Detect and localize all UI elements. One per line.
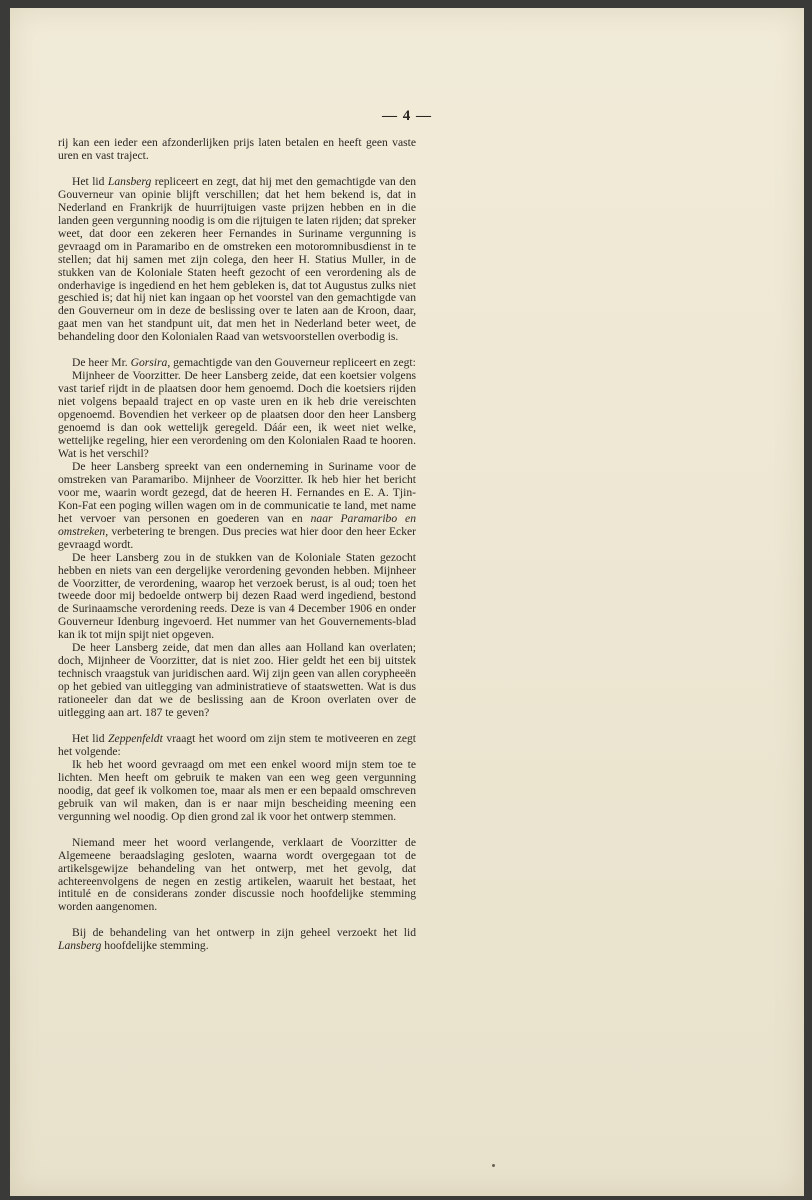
paragraph-text: Niemand meer het woord verlangende, verklaart de Voorzitter de Algemeene beraadslaging gesloten, waarna wordt overgegaan tot de artikelsgewijze behandeling van het ontwerp, met het gevolg, dat achtereenvolgens de negen en zestig artikelen, waaruit het bestaat, het intitulé en de considerans zonder discussie noch hoofdelijke stemming worden aangenomen. <box>58 835 416 914</box>
paper-speck <box>492 1164 495 1167</box>
paragraph-prefix: Het lid <box>72 731 109 745</box>
text-column <box>58 137 416 953</box>
paragraph-5 <box>58 461 416 552</box>
paragraph-8 <box>58 733 416 759</box>
paragraph-11 <box>58 927 416 953</box>
paragraph-7 <box>58 642 416 720</box>
speaker-name: Gorsira <box>130 356 168 370</box>
paragraph-text: vraagt het woord om zijn stem te motiveeren en zegt het volgende: <box>58 731 416 758</box>
emphasis-text: naar Paramaribo en omstreken <box>58 511 416 538</box>
paragraph-prefix: Het lid <box>72 174 108 188</box>
page-number: — 4 — <box>382 108 432 124</box>
paragraph-suffix: , verbetering te brengen. Dus precies wat hier door den heer Ecker gevraagd wordt. <box>58 524 416 551</box>
speaker-name: Lansberg <box>58 939 102 953</box>
paragraph-6 <box>58 552 416 643</box>
paragraph-1 <box>58 137 416 163</box>
paragraph-text: De heer Lansberg zeide, dat men dan alles aan Holland kan overlaten; doch, Mijnheer de Voorzitter, dat is niet zoo. Hier geldt het een bij uitstek technisch vraagstuk van juridischen aard. Wij zijn geen van allen corypheeën op het gebied van uitlegging van administratieve of staatswetten. Wat is dus rationeeler dan dat we de beslissing aan de Kroon overlaten over de uitlegging aan art. 187 te geven? <box>58 641 416 720</box>
paragraph-text: , gemachtigde van den Gouverneur repliceert en zegt: <box>167 356 416 370</box>
paragraph-prefix: De heer Mr. <box>72 356 131 370</box>
speaker-name: Lansberg <box>107 174 152 188</box>
paragraph-suffix: hoofdelijke stemming. <box>101 939 209 953</box>
paragraph-10 <box>58 837 416 915</box>
paragraph-9 <box>58 759 416 824</box>
paragraph-text: repliceert en zegt, dat hij met den gemachtigde van den Gouverneur van opinie blijft verschillen; dat het hem bekend is, dat in Nederland en Frankrijk de huurrijtuigen vaste prijzen hebben en in die landen geen vergunning noodig is om die rijtuigen te laten rijden; dat spreker weet, dat door een zekeren heer Fernandes in Suriname vergunning is gevraagd om in Paramaribo en de omstreken een motoromnibusdienst in te stellen; dat hij samen met zijn colega, den heer H. Statius Muller, in de stukken van de Koloniale Staten heeft gezocht of een verordening als de onderhavige is ingediend en het hem gebleken is, dat tot Augustus zulks niet geschied is; dat hij niet kan ingaan op het voorstel van den gemachtigde van den Gouverneur om in deze de beslissing over te laten aan de Kroon, daar, gaat men van het standpunt uit, dat men het in Nederland beter weet, de behandeling door den Kolonialen Raad van wetsvoorstellen overbodig is. <box>58 174 417 344</box>
paragraph-4 <box>58 370 416 461</box>
paragraph-text: Bij de behandeling van het ontwerp in zijn geheel verzoekt het lid <box>72 926 416 940</box>
paragraph-text: Mijnheer de Voorzitter. De heer Lansberg zeide, dat een koetsier volgens vast tarief rijdt in de plaatsen door hem genoemd. Doch die koetsiers rijden niet volgens bepaald traject en op vaste uren en ik heb drie vereischten opgenoemd. Bovendien het verkeer op de plaatsen door den heer Lansberg genoemd is dan ook wettelijk geregeld. Dáár een, ik weet niet welke, wettelijke regeling, hier een verordening om den Kolonialen Raad te hooren. Wat is het verschil? <box>58 369 416 460</box>
document-page <box>10 8 804 1196</box>
paragraph-2 <box>58 176 416 344</box>
speaker-name: Zeppenfeldt <box>108 731 163 745</box>
paragraph-text: Ik heb het woord gevraagd om met een enkel woord mijn stem toe te lichten. Men heeft om gebruik te maken van een weg geen vergunning noodig, dat geef ik volkomen toe, maar als men er een bepaald omschreven gebruik van wil maken, dan is er naar mijn bescheiding meening een vergunning wel noodig. Op dien grond zal ik voor het ontwerp stemmen. <box>58 757 416 823</box>
paragraph-text: rij kan een ieder een afzonderlijken prijs laten betalen en heeft geen vaste uren en vast traject. <box>58 136 416 162</box>
paragraph-text: De heer Lansberg zou in de stukken van de Koloniale Staten gezocht hebben en niets van een dergelijke verordening gevonden hebben. Mijnheer de Voorzitter, de verordening, waarop het verzoek berust, is al oud; toen het tweede door mij bedoelde ontwerp bij dezen Raad werd ingediend, bestond de Surinaamsche verordening reeds. Deze is van 4 December 1906 en onder Gouverneur Idenburg ingevoerd. Het nummer van het Gouvernements-blad kan ik tot mijn spijt niet opgeven. <box>58 550 416 642</box>
paragraph-text: De heer Lansberg spreekt van een onderneming in Suriname voor de omstreken van Paramaribo. Mijnheer de Voorzitter. Ik heb hier het bericht voor me, waarin wordt gezegd, dat de heeren H. Fernandes en E. A. Tjin-Kon-Fat een poging willen wagen om in de communicatie te land, met name het vervoer van personen en goederen van en <box>58 459 416 525</box>
